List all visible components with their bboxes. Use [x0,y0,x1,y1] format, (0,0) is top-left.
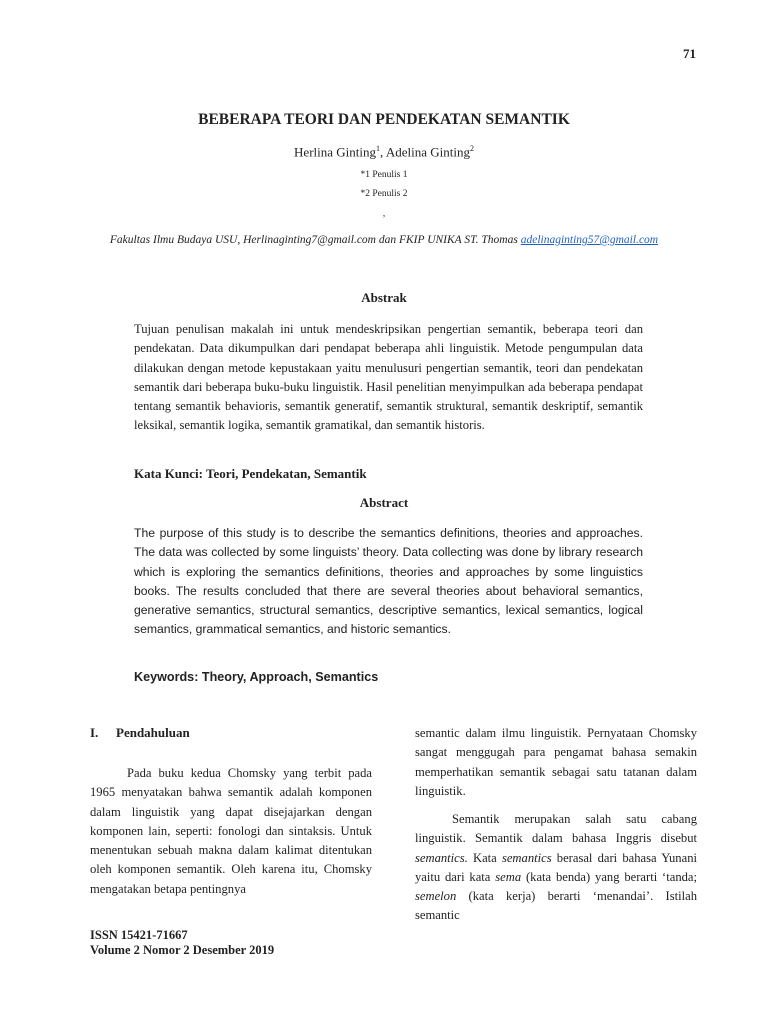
para3-italic-sema: sema [495,869,522,884]
author-1-name: Herlina Ginting [294,144,377,160]
author-line [0,144,768,160]
author-note-mark: ‚ [382,209,386,219]
abstract-heading: Abstract [359,495,409,510]
kata-kunci: Kata Kunci: Teori, Pendekatan, Semantik [134,466,367,481]
author-note-1: *1 Penulis 1 [360,170,408,180]
paper-title: BEBERAPA TEORI DAN PENDEKATAN SEMANTIK [198,111,570,128]
section-number: I. [90,725,99,740]
intro-paragraph-2: semantic dalam ilmu linguistik. Pernyataan Chomsky sangat menggugah para pengamat bahasa semakin memperhatikan semantik sebagai satu tatanan dalam linguistik. [415,726,697,798]
para3-text-2: Kata [467,850,502,865]
journal-footer [90,928,274,958]
affiliation-line [40,234,728,246]
para3-text-4: (kata benda) yang berarti ‘tanda; [521,869,698,884]
abstrak-body: Tujuan penulisan makalah ini untuk mendeskripsikan pengertian semantik, beberapa teori dan pendekatan. Data dikumpulkan dari pendapat beberapa ahli linguistik. Metode pengumpulan data dilakukan dengan metode kepustakaan yaitu menulusuri pengertian semantik, teori dan pendekatan semantik dari beberapa buku-buku linguistik. Hasil penelitian menyimpulkan ada beberapa pendapat tentang semantik behavioris, semantik generatif, semantik struktural, semantik deskriptif, semantik leksikal, semantik logika, semantik gramatikal, dan semantik historis. [134,322,643,433]
author-1-marker: 1 [376,144,381,153]
author-2-marker: 2 [469,144,474,153]
abstract-body: The purpose of this study is to describe the semantics definitions, theories and approaches. The data was collected by some linguists’ theory. Data collecting was done by library research which is exploring the semantics definitions, theories and approaches by some linguistics books. The results concluded that there are several theories about behavioral semantics, generative semantics, structural semantics, descriptive semantics, lexical semantics, logical semantics, grammatical semantics, and historic semantics. [134,526,643,637]
para3-italic-semantics-2: semantics [501,850,552,865]
author-note-2: *2 Penulis 2 [360,189,408,199]
intro-paragraph-3 [415,810,697,926]
section-heading-pendahuluan [90,725,190,741]
author-separator: , [380,144,386,160]
para3-text-3: berasal dari bahasa Yunani yaitu dari kata [415,850,697,884]
intro-paragraph-1: Pada buku kedua Chomsky yang terbit pada 1965 menyatakan bahwa semantik adalah komponen dalam linguistik yang dapat disejajarkan dengan komponen lain, seperti: fonologi dan sintaksis. Untuk menentukan sebuah makna dalam kalimat ditentukan oleh komponen semantik. Oleh karena itu, Chomsky mengatakan betapa pentingnya [90,766,372,896]
email-link[interactable]: adelinaginting57@gmail.com [520,234,659,246]
page-number: 71 [683,46,696,61]
affiliation-text: Fakultas Ilmu Budaya USU, Herlinaginting7@gmail.com dan FKIP UNIKA ST. Thomas [109,234,521,246]
section-title: Pendahuluan [116,725,190,740]
volume-info: Volume 2 Nomor 2 Desember 2019 [90,943,275,957]
para3-text-5: (kata kerja) berarti ‘menandai’. Istilah semantic [415,889,697,923]
para3-italic-semelon: semelon [415,889,457,904]
para3-italic-semantics: semantics. [415,850,468,865]
keywords: Keywords: Theory, Approach, Semantics [134,670,379,684]
abstrak-heading: Abstrak [361,290,407,305]
para3-text-1: Semantik merupakan salah satu cabang linguistik. Semantik dalam bahasa Inggris disebut [415,812,697,846]
author-2-name: Adelina Ginting [385,144,470,160]
issn: ISSN 15421-71667 [90,928,188,942]
